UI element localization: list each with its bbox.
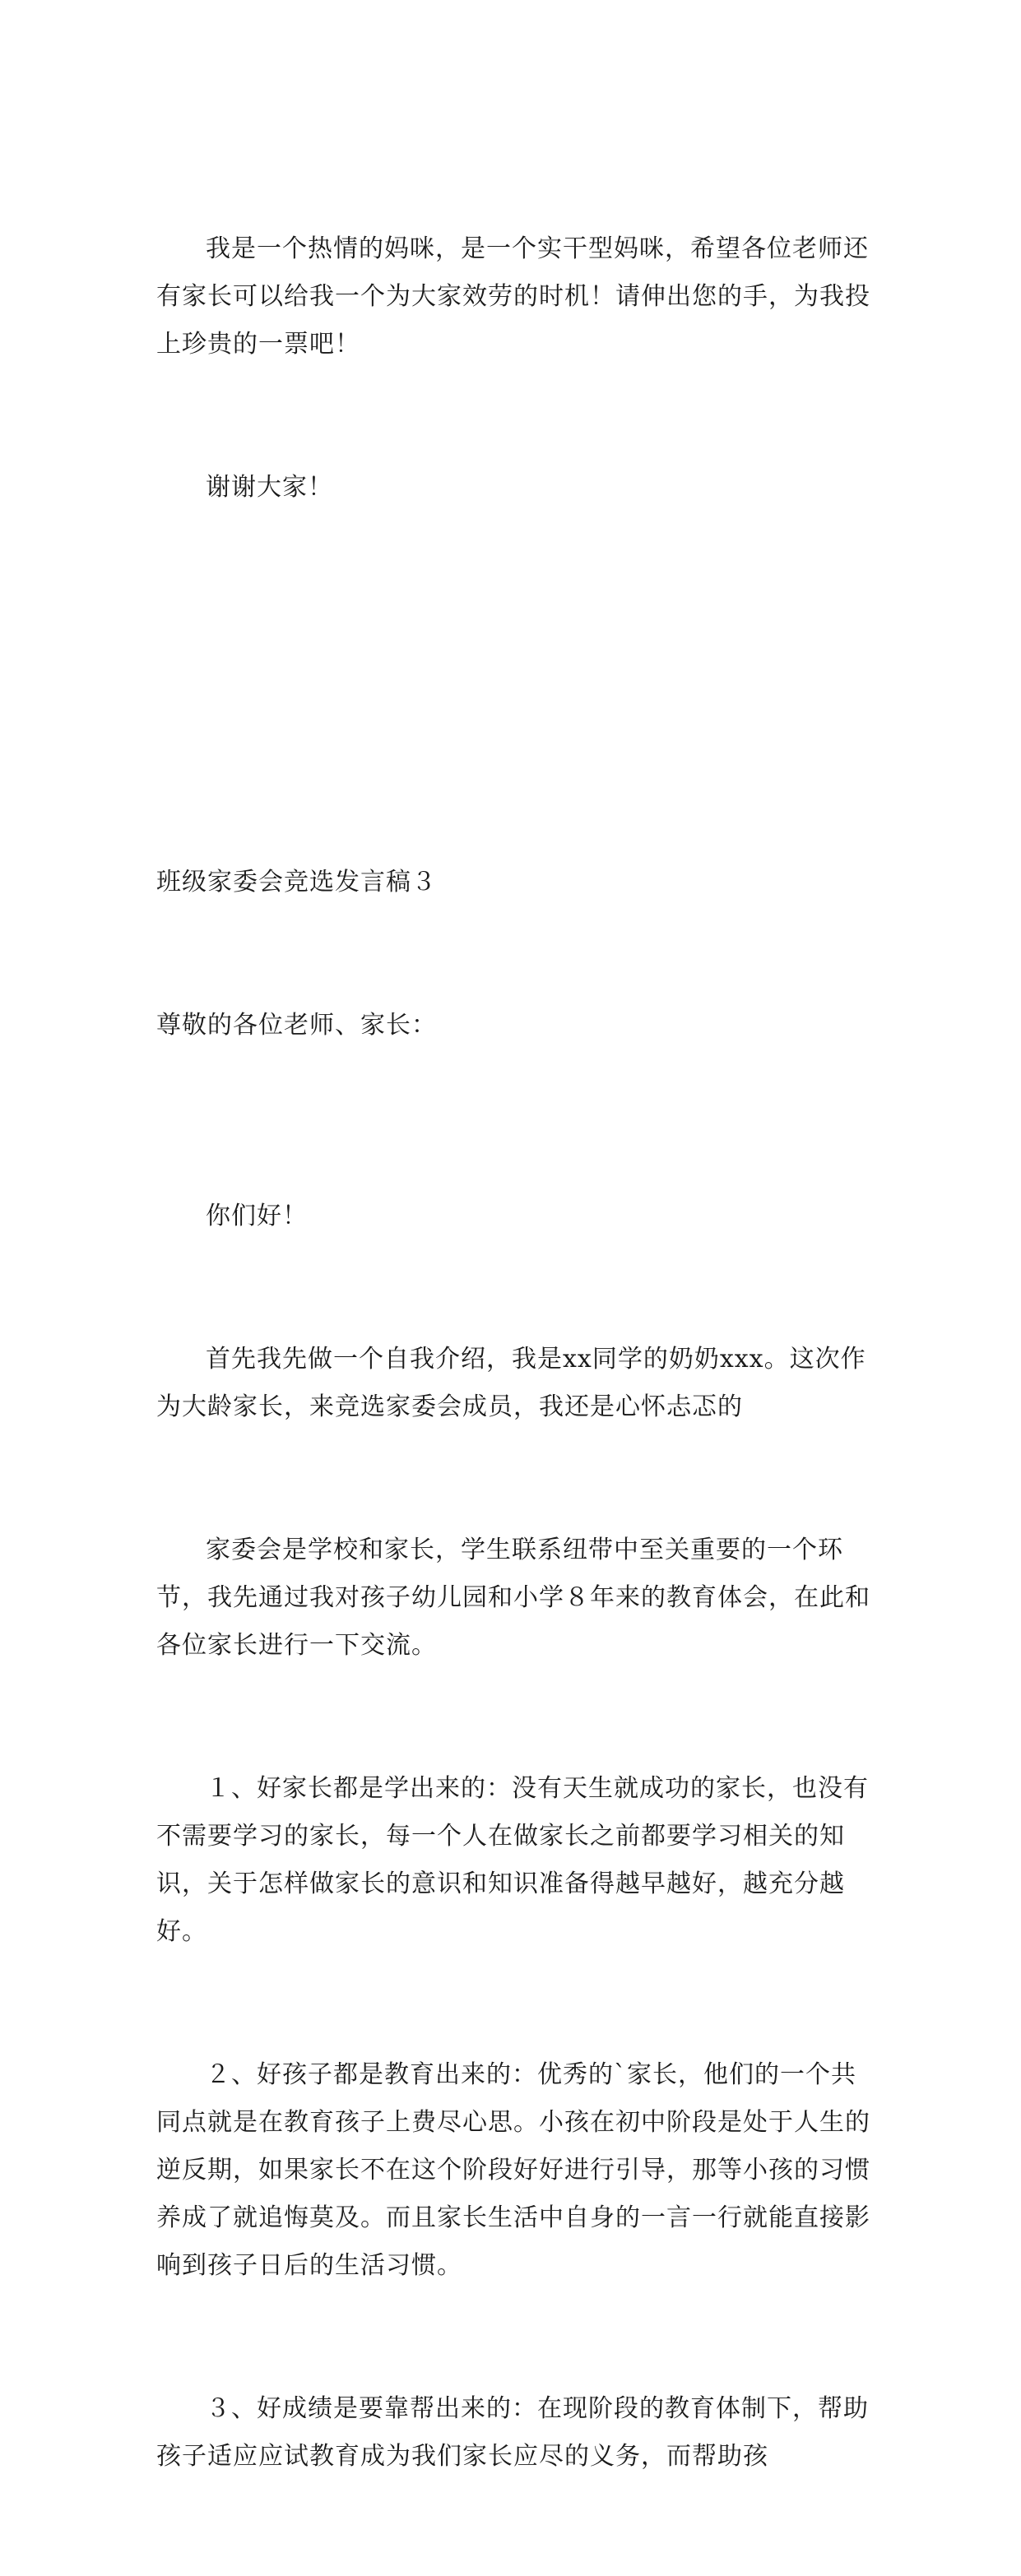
paragraph-introduction: 首先我先做一个自我介绍，我是xx同学的奶奶xxx。这次作为大龄家长，来竞选家委会成员，我还是心怀忐忑的 bbox=[156, 1345, 866, 1421]
document-body bbox=[156, 130, 870, 2576]
paragraph-thanks: 谢谢大家！ bbox=[206, 473, 333, 502]
paragraph-campaign-closing: 我是一个热情的妈咪，是一个实干型妈咪，希望各位老师还有家长可以给我一个为大家效劳的时机！请伸出您的手，为我投上珍贵的一票吧！ bbox=[156, 234, 870, 359]
section-title: 班级家委会竞选发言稿３ bbox=[156, 868, 437, 897]
salutation: 尊敬的各位老师、家长： bbox=[156, 1011, 437, 1040]
paragraph-point-2: ２、好孩子都是教育出来的：优秀的`家长，他们的一个共同点就是在教育孩子上费尽心思。小孩在初中阶段是处于人生的逆反期，如果家长不在这个阶段好好进行引导，那等小孩的习惯养成了就追悔莫及。而且家长生活中自身的一言一行就能直接影响到孩子日后的生活习惯。 bbox=[156, 2060, 870, 2280]
paragraph-committee-role: 家委会是学校和家长，学生联系纽带中至关重要的一个环节，我先通过我对孩子幼儿园和小学８年来的教育体会，在此和各位家长进行一下交流。 bbox=[156, 1536, 870, 1660]
paragraph-point-1: １、好家长都是学出来的：没有天生就成功的家长，也没有不需要学习的家长，每一个人在做家长之前都要学习相关的知识，关于怎样做家长的意识和知识准备得越早越好，越充分越好。 bbox=[156, 1774, 869, 1946]
paragraph-point-3: ３、好成绩是要靠帮出来的：在现阶段的教育体制下，帮助孩子适应应试教育成为我们家长应尽的义务，而帮助孩 bbox=[156, 2394, 869, 2471]
paragraph-greeting: 你们好！ bbox=[206, 1202, 308, 1230]
section-spacer bbox=[156, 655, 870, 716]
